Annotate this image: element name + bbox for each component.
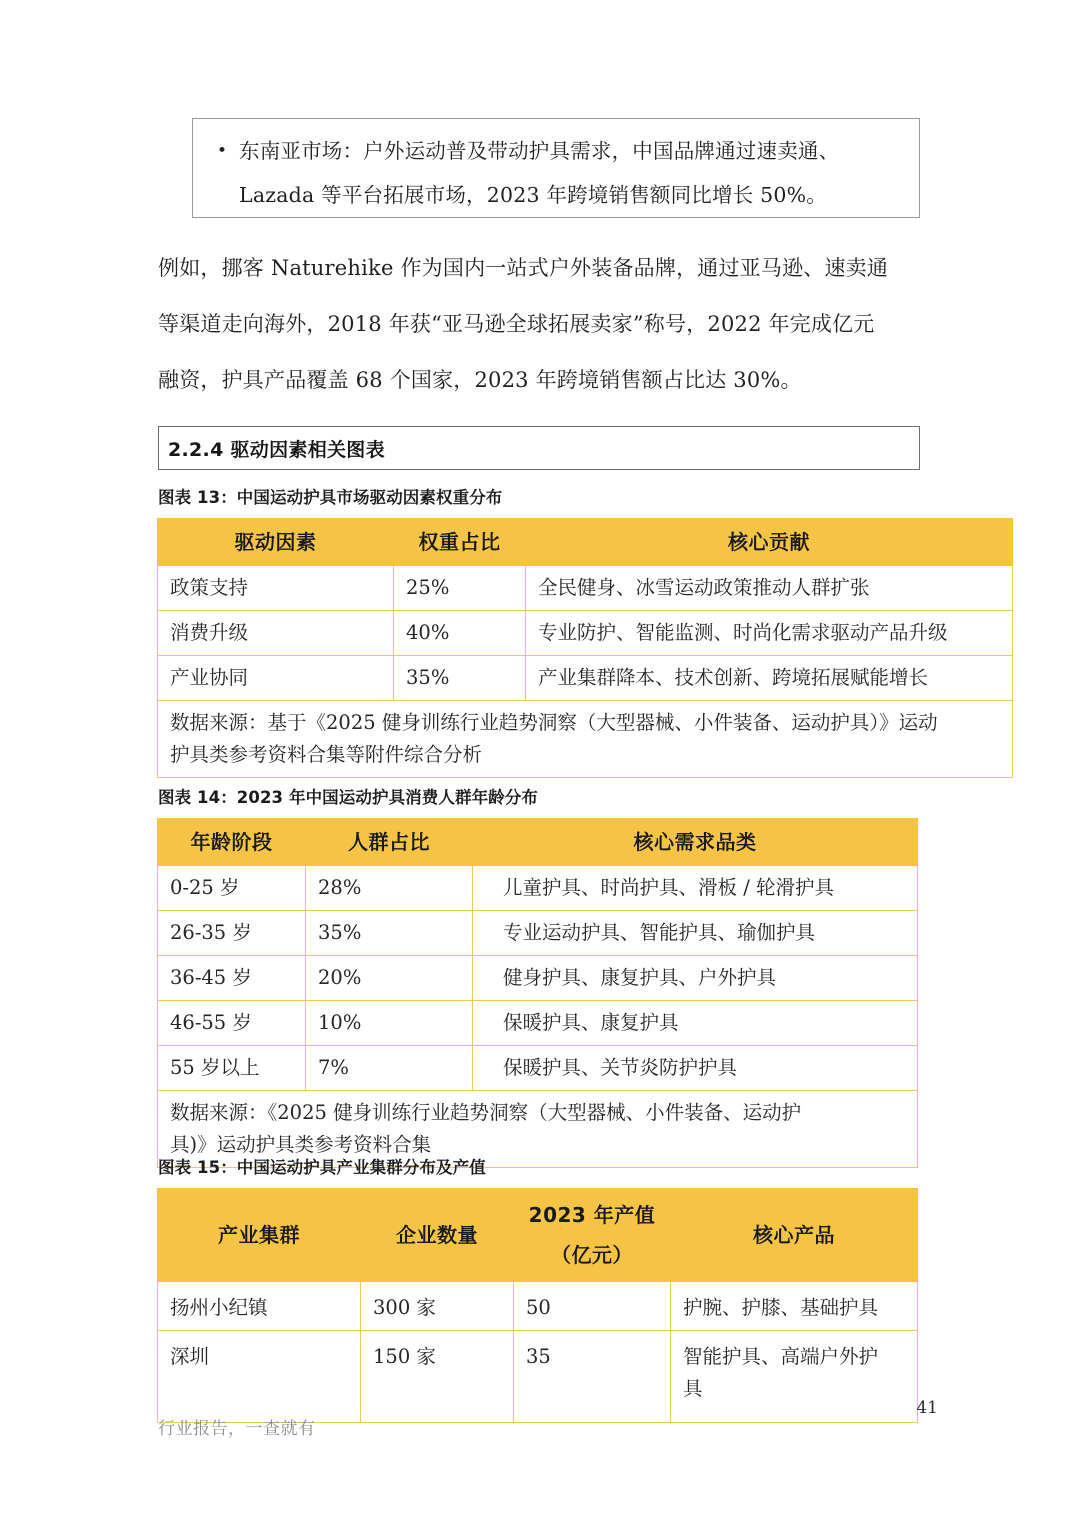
cell-driver: 产业协同 xyxy=(158,656,394,701)
paragraph-line-1: 例如，挪客 Naturehike 作为国内一站式户外装备品牌，通过亚马逊、速卖通 xyxy=(158,256,889,280)
table-row xyxy=(158,911,918,956)
cell-driver: 消费升级 xyxy=(158,611,394,656)
source-line-2: 具)》运动护具类参考资料合集 xyxy=(170,1133,432,1156)
cell-demand-category: 保暖护具、关节炎防护护具 xyxy=(473,1046,918,1091)
cell-age-group: 46-55 岁 xyxy=(158,1001,306,1046)
cell-share: 20% xyxy=(306,956,473,1001)
table-source-row xyxy=(158,701,1013,778)
page-number: 41 xyxy=(916,1398,938,1418)
table-row xyxy=(158,656,1013,701)
table-row xyxy=(158,956,918,1001)
bullet-item xyxy=(217,129,905,173)
output-value-unit: （亿元） xyxy=(551,1243,633,1267)
table-row xyxy=(158,1331,918,1423)
core-products-line-1: 智能护具、高端户外护 xyxy=(683,1345,879,1368)
cell-contribution: 产业集群降本、技术创新、跨境拓展赋能增长 xyxy=(526,656,1013,701)
cell-share: 7% xyxy=(306,1046,473,1091)
cell-age-group: 36-45 岁 xyxy=(158,956,306,1001)
cell-output-value: 50 xyxy=(514,1282,671,1331)
cell-share: 10% xyxy=(306,1001,473,1046)
core-products-line-2: 具 xyxy=(683,1377,703,1400)
source-line-2: 护具类参考资料合集等附件综合分析 xyxy=(170,743,483,766)
cell-demand-category: 专业运动护具、智能护具、瑜伽护具 xyxy=(473,911,918,956)
cell-age-group: 0-25 岁 xyxy=(158,866,306,911)
cell-core-products xyxy=(671,1331,918,1423)
cell-weight: 40% xyxy=(394,611,526,656)
cell-driver: 政策支持 xyxy=(158,566,394,611)
column-header-output-value xyxy=(514,1189,671,1282)
bullet-text-line-1: 东南亚市场：户外运动普及带动护具需求，中国品牌通过速卖通、 xyxy=(239,139,840,163)
table-row xyxy=(158,1046,918,1091)
cell-share: 28% xyxy=(306,866,473,911)
cell-enterprise-count: 150 家 xyxy=(361,1331,514,1423)
section-heading-text: 2.2.4 驱动因素相关图表 xyxy=(168,438,385,461)
figure-15-caption: 图表 15：中国运动护具产业集群分布及产值 xyxy=(158,1158,486,1177)
column-header-contribution: 核心贡献 xyxy=(526,519,1013,566)
core-products-line-1: 护腕、护膝、基础护具 xyxy=(683,1296,879,1319)
cell-core-products xyxy=(671,1282,918,1331)
table-header-row xyxy=(158,819,918,866)
cell-enterprise-count: 300 家 xyxy=(361,1282,514,1331)
callout-box xyxy=(192,118,920,218)
column-header-share: 人群占比 xyxy=(306,819,473,866)
figure-13-caption: 图表 13：中国运动护具市场驱动因素权重分布 xyxy=(158,488,503,507)
callout-content xyxy=(217,129,905,217)
cell-weight: 25% xyxy=(394,566,526,611)
bullet-dot-icon: • xyxy=(217,141,228,161)
footer-note: 行业报告，一查就有 xyxy=(158,1419,316,1439)
column-header-age-group: 年龄阶段 xyxy=(158,819,306,866)
column-header-demand-category: 核心需求品类 xyxy=(473,819,918,866)
source-line-1: 数据来源：基于《2025 健身训练行业趋势洞察（大型器械、小件装备、运动护具）》运动 xyxy=(170,711,938,734)
column-header-enterprise-count: 企业数量 xyxy=(361,1189,514,1282)
figure-13-table xyxy=(157,518,1013,778)
figure-14-caption: 图表 14：2023 年中国运动护具消费人群年龄分布 xyxy=(158,788,538,807)
table-row xyxy=(158,1001,918,1046)
column-header-driver: 驱动因素 xyxy=(158,519,394,566)
table-header-row xyxy=(158,519,1013,566)
column-header-core-products: 核心产品 xyxy=(671,1189,918,1282)
table-row xyxy=(158,866,918,911)
cell-weight: 35% xyxy=(394,656,526,701)
source-line-1: 数据来源：《2025 健身训练行业趋势洞察（大型器械、小件装备、运动护 xyxy=(170,1101,802,1124)
cell-share: 35% xyxy=(306,911,473,956)
cell-demand-category: 健身护具、康复护具、户外护具 xyxy=(473,956,918,1001)
table-row xyxy=(158,566,1013,611)
figure-14-table xyxy=(157,818,918,1168)
section-heading-box xyxy=(158,426,920,470)
table-row xyxy=(158,611,1013,656)
paragraph-line-3: 融资，护具产品覆盖 68 个国家，2023 年跨境销售额占比达 30%。 xyxy=(158,368,802,392)
cell-age-group: 55 岁以上 xyxy=(158,1046,306,1091)
paragraph-line-2: 等渠道走向海外，2018 年获“亚马逊全球拓展卖家”称号，2022 年完成亿元 xyxy=(158,312,875,336)
output-value-label: 2023 年产值 xyxy=(528,1203,656,1227)
cell-data-source xyxy=(158,701,1013,778)
figure-15-table xyxy=(157,1188,918,1423)
cell-contribution: 专业防护、智能监测、时尚化需求驱动产品升级 xyxy=(526,611,1013,656)
bullet-text-line-2: Lazada 等平台拓展市场，2023 年跨境销售额同比增长 50%。 xyxy=(239,183,827,207)
cell-contribution: 全民健身、冰雪运动政策推动人群扩张 xyxy=(526,566,1013,611)
column-header-weight: 权重占比 xyxy=(394,519,526,566)
body-paragraph xyxy=(158,240,920,408)
cell-cluster: 深圳 xyxy=(158,1331,361,1423)
cell-demand-category: 保暖护具、康复护具 xyxy=(473,1001,918,1046)
table-row xyxy=(158,1282,918,1331)
cell-age-group: 26-35 岁 xyxy=(158,911,306,956)
cell-demand-category: 儿童护具、时尚护具、滑板 / 轮滑护具 xyxy=(473,866,918,911)
column-header-cluster: 产业集群 xyxy=(158,1189,361,1282)
cell-output-value: 35 xyxy=(514,1331,671,1423)
table-header-row xyxy=(158,1189,918,1282)
cell-cluster: 扬州小纪镇 xyxy=(158,1282,361,1331)
